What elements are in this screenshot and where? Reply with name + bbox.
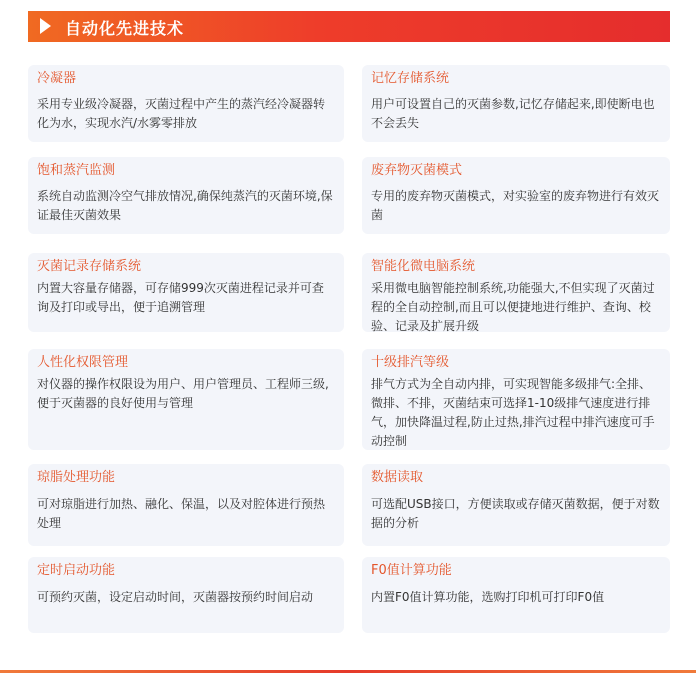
feature-title: 废弃物灭菌模式 [371, 163, 463, 178]
feature-description: 专用的废弃物灭菌模式，对实验室的废弃物进行有效灭菌 [371, 189, 660, 222]
feature-title: 冷凝器 [37, 71, 77, 86]
feature-description: 排气方式为全自动内排，可实现智能多级排气:全排、微排、不排，灭菌结束可选择1-10级排气速度进行排气，加快降温过程,防止过热,排汽过程中排汽速度可手动控制 [371, 377, 655, 448]
feature-card-permissions [28, 349, 344, 450]
feature-title: 定时启动功能 [37, 563, 116, 578]
feature-title: 灭菌记录存储系统 [37, 259, 142, 274]
section-title: 自动化先进技术 [65, 19, 185, 38]
feature-title: 琼脂处理功能 [37, 470, 116, 485]
feature-description: 采用微电脑智能控制系统,功能强大,不但实现了灭菌过程的全自动控制,而且可以便捷地进行维护、查询、校验、记录及扩展升级 [371, 281, 655, 333]
feature-card-condenser [28, 65, 344, 142]
feature-description: 内置大容量存储器，可存储999次灭菌进程记录并可查询及打印或导出，便于追溯管理 [37, 281, 324, 314]
feature-card-timed-start [28, 557, 344, 633]
feature-title: 饱和蒸汽监测 [37, 163, 116, 178]
feature-description: 用户可设置自己的灭菌参数,记忆存储起来,即使断电也不会丢失 [371, 97, 655, 130]
feature-title: F0值计算功能 [371, 563, 452, 578]
feature-description: 系统自动监测冷空气排放情况,确保纯蒸汽的灭菌环境,保证最佳灭菌效果 [37, 189, 333, 222]
feature-card-agar [28, 464, 344, 546]
feature-card-f0-calculation [362, 557, 670, 633]
feature-description: 可选配USB接口，方便读取或存储灭菌数据，便于对数据的分析 [371, 497, 660, 530]
feature-title: 十级排汽等级 [371, 355, 450, 370]
feature-card-exhaust-levels [362, 349, 670, 450]
feature-title: 人性化权限管理 [37, 355, 129, 370]
section-banner [28, 11, 670, 42]
feature-description: 对仪器的操作权限设为用户、用户管理员、工程师三级,便于灭菌器的良好使用与管理 [37, 377, 329, 410]
feature-description: 可预约灭菌，设定启动时间，灭菌器按预约时间启动 [37, 590, 314, 604]
feature-description: 采用专业级冷凝器，灭菌过程中产生的蒸汽经冷凝器转化为水，实现水汽/水雾零排放 [37, 97, 326, 130]
feature-description: 内置F0值计算功能，选购打印机可打印F0值 [371, 590, 605, 604]
feature-title: 数据读取 [371, 470, 424, 485]
feature-title: 记忆存储系统 [371, 71, 450, 86]
feature-card-saturated-steam [28, 157, 344, 234]
feature-card-record-storage [28, 253, 344, 332]
feature-description: 可对琼脂进行加热、融化、保温，以及对腔体进行预热处理 [37, 497, 326, 530]
bottom-divider [0, 670, 696, 673]
play-arrow-icon [40, 18, 51, 34]
feature-card-data-read [362, 464, 670, 546]
feature-title: 智能化微电脑系统 [371, 259, 476, 274]
feature-card-microcomputer [362, 253, 670, 332]
feature-card-waste-mode [362, 157, 670, 234]
feature-card-memory-storage [362, 65, 670, 142]
